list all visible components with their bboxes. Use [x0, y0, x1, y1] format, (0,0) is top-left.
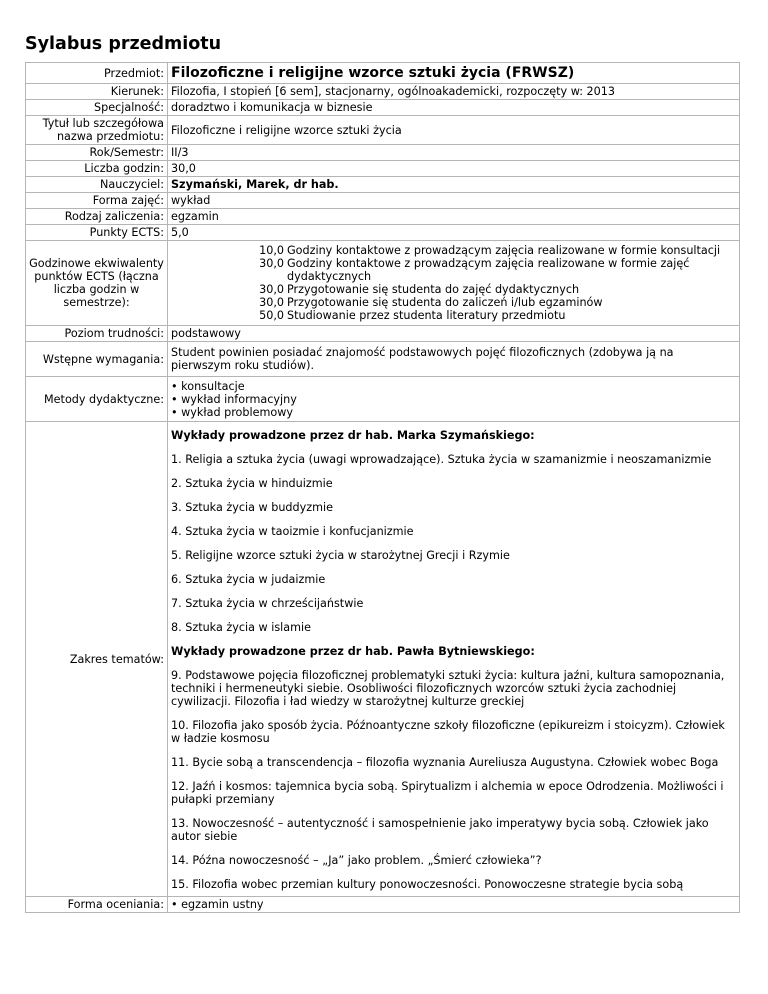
list-item: • wykład informacyjny [171, 393, 736, 406]
label-forma: Forma zajęć: [26, 193, 168, 209]
hours-description: Przygotowanie się studenta do zaliczeń i/lub egzaminów [287, 296, 603, 309]
section-heading: Wykłady prowadzone przez dr hab. Pawła Bytniewskiego: [171, 645, 535, 658]
topic-item: 15. Filozofia wobec przemian kultury ponowoczesności. Ponowoczesne strategie bycia sobą [171, 878, 684, 891]
label-tytul: Tytuł lub szczegółowa nazwa przedmiotu: [26, 116, 168, 145]
topic-item: 4. Sztuka życia w taoizmie i konfucjanizmie [171, 525, 414, 538]
row-poziom [26, 326, 740, 342]
label-godzinowe: Godzinowe ekwiwalenty punktów ECTS (łączna liczba godzin w semestrze): [26, 241, 168, 326]
value-poziom: podstawowy [168, 326, 740, 342]
value-specjalnosc: doradztwo i komunikacja w biznesie [168, 100, 740, 116]
label-rok: Rok/Semestr: [26, 145, 168, 161]
value-ects: 5,0 [168, 225, 740, 241]
syllabus-table [25, 62, 740, 913]
row-forma [26, 193, 740, 209]
row-specjalnosc [26, 100, 740, 116]
row-godzinowe [26, 241, 740, 326]
row-wymagania [26, 342, 740, 377]
topic-item: 14. Późna nowoczesność – „Ja” jako problem. „Śmierć człowieka”? [171, 854, 542, 867]
hours-description: Godziny kontaktowe z prowadzącym zajęcia realizowane w formie zajęć dydaktycznych [287, 257, 690, 283]
value-kierunek: Filozofia, I stopień [6 sem], stacjonarny, ogólnoakademicki, rozpoczęty w: 2013 [168, 84, 740, 100]
value-nauczyciel: Szymański, Marek, dr hab. [168, 177, 740, 193]
topic-item: 11. Bycie sobą a transcendencja – filozofia wyznania Aureliusza Augustyna. Człowiek wobec Boga [171, 756, 719, 769]
topic-item: 3. Sztuka życia w buddyzmie [171, 501, 334, 514]
grading-list [171, 898, 736, 911]
value-godziny: 30,0 [168, 161, 740, 177]
section-heading: Wykłady prowadzone przez dr hab. Marka Szymańskiego: [171, 429, 535, 442]
row-ocenianie [26, 897, 740, 913]
row-przedmiot [26, 63, 740, 84]
row-rok [26, 145, 740, 161]
hours-value: 30,0 [259, 257, 284, 270]
row-godziny [26, 161, 740, 177]
row-ects [26, 225, 740, 241]
hours-description: Studiowanie przez studenta literatury przedmiotu [287, 309, 566, 322]
label-kierunek: Kierunek: [26, 84, 168, 100]
row-metody [26, 377, 740, 422]
hours-value: 30,0 [259, 283, 284, 296]
value-ocenianie [168, 897, 740, 913]
label-przedmiot: Przedmiot: [26, 63, 168, 84]
list-item: • wykład problemowy [171, 406, 736, 419]
value-rok: II/3 [168, 145, 740, 161]
label-zakres: Zakres tematów: [26, 422, 168, 897]
topic-item: 1. Religia a sztuka życia (uwagi wprowadzające). Sztuka życia w szamanizmie i neoszamanizmie [171, 453, 712, 466]
hours-list [254, 244, 736, 322]
value-zakres [168, 422, 740, 897]
topic-item: 6. Sztuka życia w judaizmie [171, 573, 326, 586]
syllabus-page [25, 33, 740, 913]
list-item: • konsultacje [171, 380, 736, 393]
hours-value: 30,0 [259, 296, 284, 309]
topic-item: 10. Filozofia jako sposób życia. Późnoantyczne szkoły filozoficzne (epikureizm i stoicyzm). Człowiek w ładzie kosmosu [171, 719, 725, 745]
topic-item: 8. Sztuka życia w islamie [171, 621, 312, 634]
list-item: • egzamin ustny [171, 898, 736, 911]
value-zaliczenie: egzamin [168, 209, 740, 225]
label-metody: Metody dydaktyczne: [26, 377, 168, 422]
label-ects: Punkty ECTS: [26, 225, 168, 241]
label-wymagania: Wstępne wymagania: [26, 342, 168, 377]
value-forma: wykład [168, 193, 740, 209]
topic-item: 7. Sztuka życia w chrześcijaństwie [171, 597, 364, 610]
topic-item: 9. Podstawowe pojęcia filozoficznej problematyki sztuki życia: kultura jaźni, kultura samopoznania, techniki i hermeneutyki siebie. Osobliwości filozoficznych wzorców sztuki życia zachodniej cywilizacji. Filozofia i ład wiedzy w starożytnej kulturze greckiej [171, 669, 725, 708]
row-kierunek [26, 84, 740, 100]
hours-value: 10,0 [259, 244, 284, 257]
value-metody [168, 377, 740, 422]
methods-list [171, 380, 736, 419]
value-przedmiot: Filozoficzne i religijne wzorce sztuki życia (FRWSZ) [168, 63, 740, 84]
value-tytul: Filozoficzne i religijne wzorce sztuki życia [168, 116, 740, 145]
page-title: Sylabus przedmiotu [25, 34, 222, 54]
row-nauczyciel [26, 177, 740, 193]
hours-description: Przygotowanie się studenta do zajęć dydaktycznych [287, 283, 580, 296]
label-specjalnosc: Specjalność: [26, 100, 168, 116]
row-zaliczenie [26, 209, 740, 225]
hours-description: Godziny kontaktowe z prowadzącym zajęcia realizowane w formie konsultacji [287, 244, 721, 257]
topic-item: 2. Sztuka życia w hinduizmie [171, 477, 333, 490]
label-ocenianie: Forma oceniania: [26, 897, 168, 913]
value-wymagania: Student powinien posiadać znajomość podstawowych pojęć filozoficznych (zdobywa ją na pierwszym roku studiów). [168, 342, 740, 377]
label-zaliczenie: Rodzaj zaliczenia: [26, 209, 168, 225]
row-tytul [26, 116, 740, 145]
label-poziom: Poziom trudności: [26, 326, 168, 342]
value-godzinowe [168, 241, 740, 326]
hours-value: 50,0 [259, 309, 284, 322]
topic-item: 5. Religijne wzorce sztuki życia w starożytnej Grecji i Rzymie [171, 549, 510, 562]
label-nauczyciel: Nauczyciel: [26, 177, 168, 193]
row-zakres [26, 422, 740, 897]
label-godziny: Liczba godzin: [26, 161, 168, 177]
topic-item: 13. Nowoczesność – autentyczność i samospełnienie jako imperatywy bycia sobą. Człowiek jako autor siebie [171, 817, 709, 843]
topic-item: 12. Jaźń i kosmos: tajemnica bycia sobą. Spirytualizm i alchemia w epoce Odrodzenia. Możliwości i pułapki przemiany [171, 780, 724, 806]
